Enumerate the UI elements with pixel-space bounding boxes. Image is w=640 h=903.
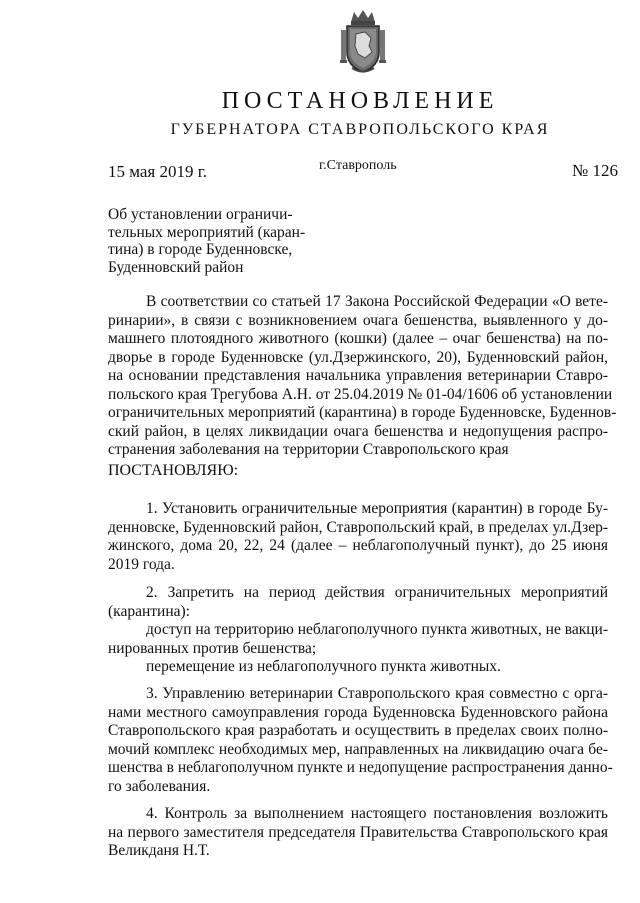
document-date: 15 мая 2019 г. — [108, 162, 208, 181]
paragraph-2 — [108, 584, 608, 677]
resolution-subject-line: Буденновский район — [108, 258, 244, 276]
document-number: № 126 — [572, 161, 618, 180]
resolution-subject-line: тельных мероприятий (каран- — [108, 223, 306, 241]
document-title: ПОСТАНОВЛЕНИЕ — [221, 88, 499, 114]
preamble-line: дворье в городе Буденновске (ул.Дзержинского, 20), Буденновский район, — [108, 348, 608, 366]
paragraph-line: нами местного самоуправления города Буденновска Буденновского района — [108, 703, 608, 721]
preamble-line: ринарии», в связи с возникновением очага бешенства, выявленного у до- — [108, 311, 608, 329]
paragraph-1 — [108, 500, 608, 574]
paragraph-4 — [108, 805, 608, 861]
preamble-line: ский район, в целях ликвидации очага бешенства и недопущения распро- — [108, 422, 608, 440]
paragraph-line: 2019 года. — [108, 555, 175, 573]
paragraph-line: (карантина): — [108, 602, 190, 620]
decree-word: ПОСТАНОВЛЯЮ: — [108, 462, 239, 479]
preamble-line: В соответствии со статьей 17 Закона Российской Федерации «О вете- — [146, 293, 608, 310]
paragraph-line: жинского, дома 20, 22, 24 (далее – неблагополучный пункт), до 25 июня — [108, 537, 608, 554]
paragraph-line: перемещение из неблагополучного пункта животных. — [146, 658, 501, 675]
resolution-subject-line: тина) в городе Буденновске, — [108, 241, 293, 258]
document-city: г.Ставрополь — [319, 158, 397, 173]
preamble — [108, 293, 617, 460]
paragraph-line: 2. Запретить на период действия ограничительных мероприятий — [146, 584, 608, 601]
preamble-line: машнего плотоядного животного (кошки) (далее – очаг бешенства) на по- — [108, 330, 608, 347]
resolution-subject — [108, 206, 305, 276]
paragraph-line: шенства в неблагополучном пункте и недопущение распространения данно- — [108, 759, 613, 776]
paragraph-line: го заболевания. — [108, 777, 211, 795]
paragraph-line: 1. Установить ограничительные мероприятия (карантин) в городе Бу- — [146, 500, 608, 517]
preamble-line: ограничительных мероприятий (карантина) в городе Буденновске, Буденнов- — [108, 404, 617, 421]
preamble-line: странения заболевания на территории Ставропольского края — [108, 441, 509, 458]
paragraph-line: Ставропольского края разработать и осуществить в пределах своих полно- — [108, 722, 608, 739]
paragraph-line: 3. Управлению ветеринарии Ставропольского края совместно с орга- — [146, 685, 608, 702]
paragraph-line: 4. Контроль за выполнением настоящего постановления возложить — [146, 805, 608, 822]
paragraph-line: на первого заместителя председателя Правительства Ставропольского края — [108, 823, 608, 841]
paragraph-line: денновске, Буденновский район, Ставропольский край, в пределах ул.Дзер- — [108, 518, 608, 536]
document-subtitle: ГУБЕРНАТОРА СТАВРОПОЛЬСКОГО КРАЯ — [170, 121, 550, 138]
preamble-line: польского края Трегубова А.Н. от 25.04.2019 № 01-04/1606 об установлении — [108, 385, 613, 403]
preamble-line: на основании представления начальника управления ветеринарии Ставро- — [108, 367, 608, 384]
resolution-subject-line: Об установлении ограничи- — [108, 206, 293, 223]
paragraph-line: мочий комплекс необходимых мер, направленных на ликвидацию очага бе- — [108, 740, 608, 758]
paragraph-3 — [108, 685, 613, 796]
paragraph-line: нированных против бешенства; — [108, 639, 317, 657]
paragraph-line: Великданя Н.Т. — [108, 842, 210, 859]
coat-of-arms-icon — [338, 8, 388, 76]
paragraph-line: доступ на территорию неблагополучного пункта животных, не вакци- — [146, 621, 608, 638]
